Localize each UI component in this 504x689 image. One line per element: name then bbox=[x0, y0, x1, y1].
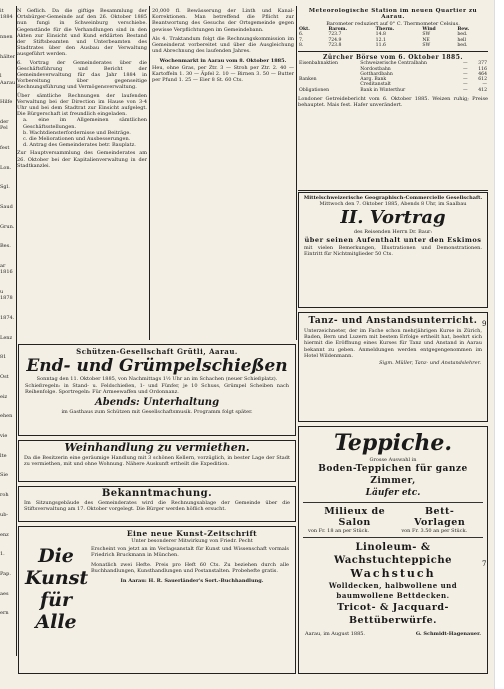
table-row bbox=[298, 88, 488, 93]
strip-line: vie bbox=[0, 433, 8, 440]
ad-carpets bbox=[298, 426, 488, 674]
strip-line: Sie bbox=[0, 472, 8, 479]
ad-lecture-date: Mittwoch den 7. Oktober 1885, Abends 8 Uhr, im Saalbau bbox=[319, 201, 467, 208]
strip-line: 1. bbox=[0, 551, 5, 558]
strip-line: ar 1816 bbox=[0, 263, 13, 276]
ad-carpets-line3: Linoleum- & Wachstuchteppiche bbox=[333, 542, 453, 567]
ad-magazine-sub: Unter besonderer Mitwirkung von Friedr. Pecht bbox=[131, 538, 253, 544]
table-cell: SW bbox=[422, 32, 431, 38]
table-row bbox=[298, 43, 488, 48]
ad-lecture-topic: über seinen Aufenthalt unter den Eskimos bbox=[304, 235, 482, 244]
ad-carpets-foot-right: G. Schmidt-Hagenauer. bbox=[415, 631, 481, 638]
table-cell: 724.9 bbox=[328, 37, 342, 43]
table-cell: 6. bbox=[299, 32, 304, 38]
table-cell: Aarg. Bank bbox=[360, 77, 387, 83]
strip-line: fest bbox=[0, 144, 10, 151]
ad-magazine-issued: Erscheint von jetzt an im Verlagsanstalt für Kunst und Wissenschaft vormals Friedrich Bruckmann in München. bbox=[91, 546, 289, 559]
table-cell: Banken bbox=[299, 77, 317, 83]
table-cell: Creditanstalt bbox=[360, 82, 391, 88]
table-cell: — bbox=[463, 77, 468, 83]
ad-event-title: End- und Grümpelschießen bbox=[26, 356, 288, 376]
strip-line: Lon. bbox=[0, 164, 12, 171]
article-column-2 bbox=[152, 8, 294, 348]
table-cell: 612 bbox=[478, 77, 487, 83]
ad-magazine-footer: In Aarau: H. R. Sauerländer's Sort.-Buchhandlung. bbox=[120, 578, 264, 585]
ad-magazine-title-art: Die Kunst für Alle bbox=[25, 545, 89, 633]
ad-carpets-foot-left: Aarau, im August 1885. bbox=[305, 631, 366, 638]
ad-lecture-society: Mittelschweizerische Geographisch-Commercielle Gesellschaft. bbox=[303, 195, 483, 201]
table-cell: 412 bbox=[478, 87, 487, 93]
weather-table bbox=[298, 27, 488, 48]
table-cell: 464 bbox=[478, 71, 487, 77]
ad-lecture bbox=[298, 192, 488, 308]
ad-wine-text: Da die Besitzerin eine geräumige Handlung mit 3 schönen Kellern, vorzüglich, in bester Lage der Stadt zu vermiethen, mit und ohne Wohnung. Nähere Auskunft ertheilt die Expedition. bbox=[24, 455, 290, 468]
strip-line: roh bbox=[0, 492, 9, 499]
strip-line: enz bbox=[0, 531, 9, 538]
strip-line: ub- bbox=[0, 511, 9, 518]
ad-lecture-title: II. Vortrag bbox=[340, 207, 446, 229]
ad-evening-title: Abends: Unterhaltung bbox=[94, 396, 220, 408]
offer-title: Bett-Vorlagen bbox=[414, 506, 466, 529]
table-cell: 723.8 bbox=[328, 42, 342, 48]
article-paragraph: Zur Hauptversammlung des Gemeinderates am 26. Oktober bei der Kapitalienverwaltung in der Stadtkanzlei. bbox=[17, 150, 147, 169]
ad-shooting-club bbox=[18, 344, 296, 436]
strip-line: it 1884 bbox=[0, 8, 13, 21]
weather-subtitle: Barometer reduziert auf 0° C. Thermometer Celsius. bbox=[326, 20, 460, 27]
strip-line: Lenz bbox=[0, 334, 13, 341]
table-cell: — bbox=[482, 82, 487, 88]
table-cell: Nordostbahn bbox=[360, 66, 391, 72]
table-cell: 7. bbox=[299, 37, 304, 43]
ad-evening-sub: im Gasthaus zum Schützen mit Gesellschaftsmusik. Programm folgt später. bbox=[61, 408, 253, 415]
market-report: Heu, ohne Gras, per Ztr. 3 — Stroh per Ztr. 2. 40 — Kartoffeln 1. 30 — Äpfel 2. 10 — Birnen 3. 50 — Butter per Pfund 1. 25 — Eier 8 St. 60 Cts. bbox=[152, 64, 294, 84]
list-item: c. die Meliorationen und Ausbesserungen. bbox=[23, 136, 131, 143]
ad-wine-shop bbox=[18, 440, 296, 482]
strip-line: Grun. bbox=[0, 223, 15, 230]
market-report-title: Wochenmarkt in Aarau vom 8. Oktober 1885. bbox=[159, 58, 287, 65]
offer-title: Milieux de Salon bbox=[324, 506, 386, 529]
offer-price: von Fr. 18 an per Stück. bbox=[308, 528, 370, 535]
article-paragraph: Als 4. Traktandum folgt die Rechnungskommission im Gemeinderat vorbereitet und über die Ausgleichung und Abrechnung des laufenden Jahres. bbox=[152, 35, 294, 55]
ad-carpets-offers bbox=[303, 502, 483, 538]
ad-carpets-sub: Grosse Auswahl in bbox=[369, 457, 417, 463]
ad-magazine-text: Monatlich zwei Hefte. Preis pro Heft 60 Cts. Zu beziehen durch alle Buchhandlungen, Kunsthandlungen und Postanstalten. Probehefte gratis. bbox=[91, 561, 289, 574]
strip-line: l Aarau bbox=[0, 73, 15, 86]
table-cell: Barom. bbox=[328, 27, 348, 33]
list-item: b. Wachtdiensterfordernisse und Beiträge. bbox=[23, 129, 131, 136]
table-cell: bed. bbox=[457, 32, 468, 38]
table-cell: — bbox=[463, 61, 468, 67]
article-paragraph: 20,000 fl. Bewässerung der Linth und Kanal-Korrektionen. Man betreffend die Pflicht zur Beantwortung des Gesuchs der Ortsgemeinde gegen gewisse Verpflichtungen im Gemeindebann. bbox=[152, 8, 294, 33]
strip-line: nnen bbox=[0, 33, 13, 40]
table-cell: — bbox=[463, 71, 468, 77]
table-cell: 12.1 bbox=[375, 37, 386, 43]
article-paragraph: N Geflich. Da die giftige Besammlung der Ortsbürger-Gemeinde auf den 26. Oktober 1885 nun fungi in Schweinburg verschiebe. Gegenstände für die Verhandlungen sind in den Akten zur Einsicht und Kund erklärten Bestand der Stiftsbeamten und Unterbeamten des Stadtrates über den Ausbau der Verwaltung ausgeführt werden. bbox=[17, 8, 147, 58]
grain-report: Londoner Getreidebericht vom 6. Oktober 1885. Weizen ruhig; Preise behauptet. Mais fest. Hafer unverändert. bbox=[298, 95, 488, 109]
table-cell: — bbox=[463, 66, 468, 72]
ad-announcement-title: Bekanntmachung. bbox=[101, 488, 213, 499]
weather-title: Meteorologische Station im neuen Quartier zu Aarau. bbox=[308, 8, 478, 21]
article-paragraph: Über sämtliche Rechnungen der laufenden Verwaltung bei der Direction im Hause von 3-4 Uhr und bei dem Stadtrat zur Einsicht aufgelegt. Die Bürgerschaft ist freundlich eingeladen. bbox=[17, 92, 147, 118]
table-cell: 14.8 bbox=[375, 32, 386, 38]
borse-title: Zürcher Börse vom 6. Oktober 1885. bbox=[298, 51, 488, 61]
table-cell: Eisenbahnaktien bbox=[299, 61, 338, 67]
ad-event-text: Schießregeln: in Stand- u. Feldschießen, 1- und Fünfer, je 10 Schuss, Grümpel Scheiben nach Reihenfolge. Sportregeln: Für Armeewaffen und Ordonnanz. bbox=[25, 383, 289, 396]
table-cell: Therm. bbox=[375, 27, 395, 33]
table-cell: 11.6 bbox=[375, 42, 386, 48]
list-item: a. eine im Allgemeinen sämtlichen Geschäftsstellungen. bbox=[23, 117, 147, 130]
table-cell: 8. bbox=[299, 42, 304, 48]
strip-line: Pap. bbox=[0, 571, 11, 577]
ad-event-date: Sonntag den 11. Oktober 1885, von Nachmittags 1½ Uhr an im Schachen (neuer Schießplatz). bbox=[36, 376, 278, 382]
strip-line: ern bbox=[0, 610, 9, 617]
strip-line: Bes. bbox=[0, 243, 11, 250]
ad-carpets-offer-right bbox=[401, 506, 478, 534]
ad-carpets-line5: Wolldecken, halbwollene und baumwollene Bettdecken. bbox=[328, 581, 458, 601]
list-item: d. Antrag des Gemeinderates betr. Bauplatz. bbox=[23, 142, 136, 149]
table-cell: 723.7 bbox=[328, 32, 342, 38]
ad-carpets-line4: Wachstuch bbox=[350, 567, 436, 581]
ad-lecture-note: mit vielen Bemerkungen, Illustrationen und Demonstrationen. Eintritt für Nichtmitglieder 50 Cts. bbox=[304, 244, 482, 257]
left-strip-lines bbox=[0, 8, 15, 617]
strip-line: Ost bbox=[0, 373, 9, 380]
table-cell: NE bbox=[422, 37, 430, 43]
table-cell: bed. bbox=[457, 42, 468, 48]
table-cell: Bew. bbox=[457, 27, 470, 33]
article-paragraph: 6. Vortrag der Gemeinderates über die Geschäftsführung und Bericht der Gemeindeverwaltung für das Jahr 1884 in Vorbereitung über gegenseitige Rechnungsführung und Vermögensverwaltung. bbox=[17, 59, 147, 91]
ad-dance-title: Tanz- und Anstandsunterricht. bbox=[308, 316, 478, 326]
margin-mark: 9 bbox=[482, 320, 487, 328]
table-cell: Schweizerische Centralbahn bbox=[360, 61, 427, 67]
ad-wine-title: Weinhandlung zu vermiethen. bbox=[64, 441, 250, 454]
table-cell: Bank in Winterthur bbox=[360, 87, 406, 93]
column-rule bbox=[296, 6, 297, 340]
table-cell: — bbox=[463, 87, 468, 93]
page-edge bbox=[494, 0, 504, 689]
table-cell: 377 bbox=[478, 61, 487, 67]
ad-dance-text: Unterzeichneter, der im Fache schon mehrjährigen Kurse in Zürich, Baden, Bern und Luzern mit bestem Erfolge ertheilt hat, beehrt sich hiermit die Eröffnung eines Kurses für Tanz und Anstand in Aarau bekannt zu geben. Anmeldungen werden entgegengenommen im Hotel Wildenmann. bbox=[304, 328, 482, 359]
section-rule bbox=[298, 190, 488, 191]
table-cell: 116 bbox=[478, 66, 487, 72]
strip-line: Sgl. bbox=[0, 184, 10, 191]
strip-line: Saud bbox=[0, 203, 13, 210]
table-cell: SW bbox=[422, 42, 431, 48]
strip-line: hälter bbox=[0, 53, 15, 60]
margin-mark: 7 bbox=[482, 560, 487, 568]
strip-line: der Pel bbox=[0, 118, 9, 132]
borse-table bbox=[298, 61, 488, 93]
ad-carpets-line2: Läufer etc. bbox=[365, 488, 421, 499]
ad-society-name: Schützen-Gesellschaft Grütli, Aarau. bbox=[76, 347, 238, 356]
ad-magazine-head: Eine neue Kunst-Zeitschrift bbox=[126, 529, 258, 538]
data-column bbox=[298, 8, 488, 188]
ad-announcement bbox=[18, 486, 296, 522]
table-cell: hell bbox=[457, 37, 466, 43]
left-cutoff-column bbox=[0, 8, 15, 648]
strip-line: eiz bbox=[0, 393, 8, 400]
strip-line: ehen bbox=[0, 413, 13, 420]
strip-line: u 1878 bbox=[0, 288, 13, 302]
ad-dance-signature: Sigm. Müller, Tanz- und Anstandslehrer. bbox=[379, 360, 481, 367]
ad-carpets-line6: Tricot- & Jacquard-Bettüberwürfe. bbox=[337, 602, 449, 627]
ad-announcement-text: Im Sitzungsgebäude des Gemeinderates wird die Rechnungsablage der Gemeinde über die Stiftsverwaltung am 17. Oktober vorgelegt. Die Bürger werden höflich ersucht. bbox=[24, 500, 290, 513]
table-cell: Gotthardbahn bbox=[360, 71, 393, 77]
ad-lecture-speaker: des Reisenden Herrn Dr. Baur: bbox=[353, 229, 433, 236]
table-cell: — bbox=[463, 82, 468, 88]
strip-line: lte bbox=[0, 452, 7, 459]
table-cell: Okt. bbox=[299, 27, 310, 33]
ad-carpets-title: Teppiche. bbox=[333, 430, 452, 456]
ad-dance-lessons bbox=[298, 312, 488, 422]
ad-carpets-offer-left bbox=[308, 506, 401, 534]
ad-carpets-footer bbox=[299, 627, 487, 637]
ad-art-magazine bbox=[18, 526, 296, 674]
strip-line: aes bbox=[0, 590, 9, 597]
article-column-1 bbox=[17, 8, 147, 276]
ad-carpets-line1: Boden-Teppichen für ganze Zimmer, bbox=[318, 464, 468, 487]
strip-line: 81 bbox=[0, 354, 7, 361]
table-cell: Obligationen bbox=[299, 87, 330, 93]
offer-price: von Fr. 3.50 an per Stück. bbox=[401, 528, 468, 535]
table-cell: Wind bbox=[422, 27, 436, 33]
strip-line: 1874. bbox=[0, 314, 15, 321]
strip-line: Hilfe bbox=[0, 99, 13, 106]
column-rule bbox=[149, 6, 150, 340]
